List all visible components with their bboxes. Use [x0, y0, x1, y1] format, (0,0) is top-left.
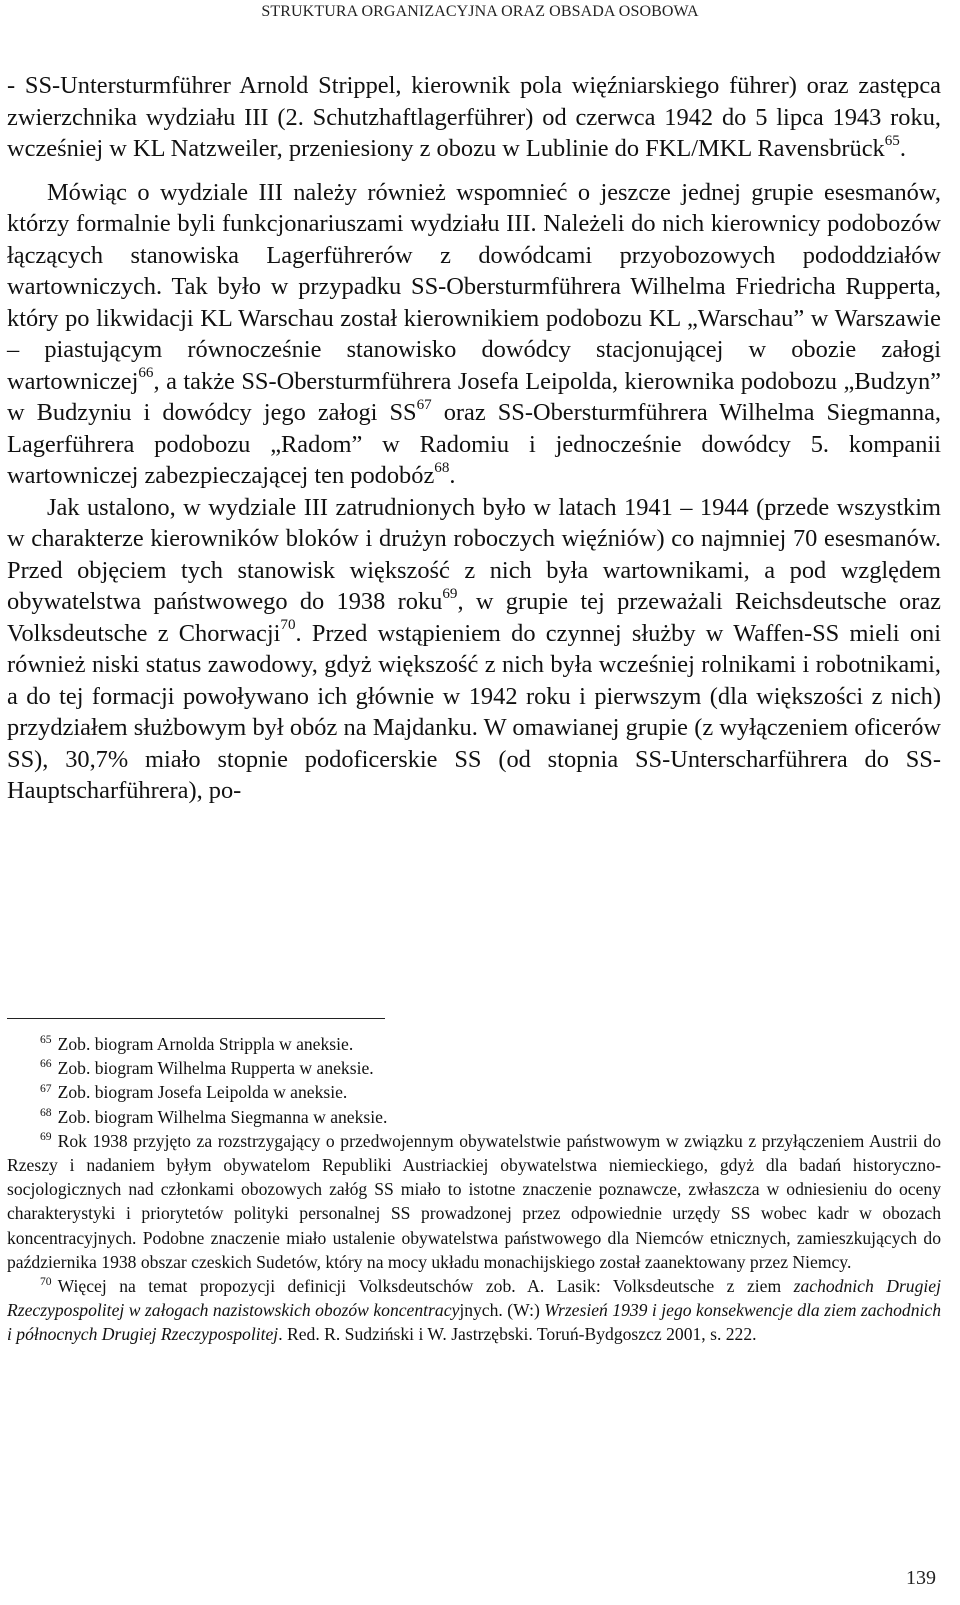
footnote-text: Rok 1938 przyjęto za rozstrzygający o przedwojennym obywatelstwie państwowym w związku z przyłączeniem Austrii do Rzeszy i nadaniem byłym obywatelom Republiki Austriackiej obywatelstwa niemieckiego, gdyż dla badań historyczno-socjologicznych nad członkami obozowych załóg SS miało to istotne znaczenie poznawcze, zwłaszcza w odniesieniu do oceny charakterystyki i priorytetów polityki personalnej SS prowadzonej przez odpowiednie urzędy SS wobec kadr w obozach koncentracyjnych. Podobne znaczenie miało ustalenie obywatelstwa państwowego dla Niemców etnicznych, zamieszkujących do października 1938 obszar czeskich Sudetów, który na mocy układu monachijskiego został zaanektowany przez Niemcy.: [7, 1130, 941, 1272]
footnote-69: [7, 1129, 941, 1274]
footnote-number: 65: [40, 1033, 52, 1047]
paragraph-text: oraz SS-Obersturmführera Wilhelma Siegmanna, Lagerführera podobozu „Radom” w Radomiu i jednocześnie dowódcy 5. kompanii wartowniczej zabezpieczającej ten podobóz: [7, 399, 941, 489]
footnote-number: 66: [40, 1057, 52, 1071]
paragraph-text: , w grupie tej przeważali Reichsdeutsche oraz Volksdeutsche z Chorwacji: [7, 588, 941, 647]
footnote-separator: [7, 1018, 385, 1019]
footnote-ref-66[interactable]: 66: [138, 365, 154, 382]
footnote-text: Więcej na temat propozycji definicji Volksdeutschów zob. A. Lasik: Volksdeutsche z ziem: [57, 1276, 794, 1297]
paragraph-text: . Przed wstąpieniem do czynnej służby w Waffen-SS mieli oni również niski status zawodowy, gdyż większość z nich była wcześniej rolnikami i robotnikami, a do tej formacji powoływano ich głównie w 1942 roku i pierwszym (dla większości z nich) przydziałem służbowym był obóz na Majdanku. W omawianej grupie (z wyłączeniem oficerów SS), 30,7% miało stopnie podoficerskie SS (od stopnia SS-Unterscharführera do SS-Hauptscharführera), po-: [7, 619, 941, 804]
page-number: 139: [906, 1567, 936, 1589]
footnote-italic-title: zachodnich Drugiej Rzeczypospolitej w załogach nazistowskich obozów koncentracy: [7, 1276, 941, 1321]
footnote-text: Zob. biogram Wilhelma Rupperta w aneksie.: [57, 1058, 374, 1079]
paragraph-text: .: [449, 462, 456, 489]
footnote-text: Zob. biogram Wilhelma Siegmanna w aneksie.: [57, 1106, 388, 1127]
footnote-65: [7, 1032, 941, 1056]
footnote-number: 67: [40, 1081, 52, 1095]
footnote-text: . Red. R. Sudziński i W. Jastrzębski. Toruń-Bydgoszcz 2001, s. 222.: [278, 1324, 757, 1345]
footnote-number: 70: [40, 1275, 52, 1289]
footnote-70: [7, 1274, 941, 1347]
footnote-number: 69: [40, 1129, 52, 1143]
footnote-66: [7, 1056, 941, 1080]
footnote-number: 68: [40, 1105, 52, 1119]
footnote-ref-65[interactable]: 65: [884, 132, 900, 149]
footnote-ref-69[interactable]: 69: [442, 585, 458, 602]
paragraph-strippel: [7, 70, 941, 165]
paragraph-text: Jak ustalono, w wydziale III zatrudnionych było w latach 1941 – 1944 (przede wszystkim w charakterze kierowników bloków i drużyn roboczych więźniów) co najmniej 70 esesmanów. Przed objęciem tych stanowisk większość z nich była wartownikami, a pod względem obywatelstwa państwowego do 1938 roku: [7, 493, 941, 615]
footnote-ref-68[interactable]: 68: [434, 459, 450, 476]
footnote-text: Zob. biogram Josefa Leipolda w aneksie.: [57, 1082, 348, 1103]
paragraph-text: , a także SS-Obersturmführera Josefa Leipolda, kierownika podobozu „Budzyn” w Budzyniu i dowódcy jego załogi SS: [7, 367, 941, 426]
footnotes: [7, 1032, 941, 1347]
footnote-text: Zob. biogram Arnolda Strippla w aneksie.: [57, 1034, 354, 1054]
paragraph-text: .: [899, 135, 906, 162]
paragraph-text: - SS-Untersturmführer Arnold Strippel, kierownik pola więźniarskiego führer) oraz zastępca zwierzchnika wydziału III (2. Schutzhaftlagerführer) od czerwca 1942 do 5 lipca 1943 roku, wcześniej w KL Natzweiler, przeniesiony z obozu w Lublinie do FKL/MKL Ravensbrück: [7, 72, 941, 162]
footnote-67: [7, 1080, 941, 1104]
main-text: [7, 70, 941, 807]
footnote-ref-67[interactable]: 67: [416, 396, 432, 413]
footnote-68: [7, 1105, 941, 1129]
footnote-ref-70[interactable]: 70: [280, 617, 296, 634]
paragraph-staff-statistics: [7, 492, 941, 807]
paragraph-subcamp-leaders: [7, 177, 941, 492]
paragraph-text: Mówiąc o wydziale III należy również wspomnieć o jeszcze jednej grupie esesmanów, którzy formalnie byli funkcjonariuszami wydziału III. Należeli do nich kierownicy podobozów łączących stanowiska Lagerführerów z dowódcami przyobozowych pododdziałów wartowniczych. Tak było w przypadku SS-Obersturmführera Wilhelma Friedricha Rupperta, który po likwidacji KL Warschau został kierownikiem podobozu KL „Warschau” w Warszawie – piastującym równocześnie stanowisko dowódcy stacjonującej w obozie załogi wartowniczej: [7, 178, 941, 395]
footnote-text: jnych. (W:): [459, 1300, 545, 1321]
running-header: STRUKTURA ORGANIZACYJNA ORAZ OBSADA OSOBOWA: [261, 3, 699, 20]
footnote-italic-title: Wrzesień 1939 i jego konsekwencje dla ziem zachodnich i północnych Drugiej Rzeczypospolitej: [7, 1300, 942, 1345]
